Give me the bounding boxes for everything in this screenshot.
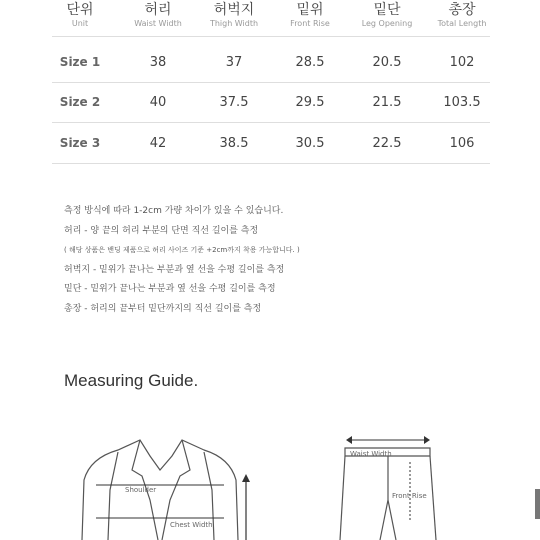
scrollbar-thumb[interactable] — [535, 489, 540, 519]
note-line: 허벅지 - 밑위가 끝나는 부분과 옆 선을 수평 길이를 측정 — [64, 264, 285, 275]
note-line: 총장 - 허리의 끝부터 밑단까지의 직선 길이를 측정 — [64, 303, 262, 314]
cell-thigh: 37 — [225, 55, 243, 70]
cell-front-rise: 30.5 — [295, 136, 325, 151]
header-front-rise: 밑위 Front Rise — [290, 2, 330, 28]
header-leg-opening: 밑단 Leg Opening — [361, 2, 413, 28]
cell-thigh: 37.5 — [219, 95, 249, 110]
note-line: 측정 방식에 따라 1-2cm 가량 차이가 있을 수 있습니다. — [64, 206, 284, 216]
header-thigh: 허벅지 Thigh Width — [209, 2, 259, 28]
note-line: 허리 - 양 끝의 허리 부분의 단면 직선 길이를 측정 — [64, 225, 259, 236]
note-line: 밑단 - 밑위가 끝나는 부분과 옆 선을 수평 길이를 측정 — [64, 284, 276, 294]
jacket-diagram — [82, 440, 250, 540]
cell-total-length: 102 — [449, 55, 475, 70]
cell-leg-opening: 20.5 — [372, 55, 402, 70]
note-line: ( 해당 상품은 밴딩 제품으로 허리 사이즈 기준 +2cm까지 착용 가능합니다. ) — [64, 246, 300, 254]
row-size-label: Size 2 — [59, 95, 101, 109]
cell-waist: 42 — [149, 136, 167, 151]
cell-total-length: 103.5 — [443, 95, 481, 110]
cell-waist: 38 — [149, 55, 167, 70]
shoulder-label: Shoulder — [125, 486, 157, 494]
cell-leg-opening: 21.5 — [372, 95, 402, 110]
header-unit: 단위 Unit — [66, 2, 94, 28]
cell-thigh: 38.5 — [219, 136, 249, 151]
cell-leg-opening: 22.5 — [372, 136, 402, 151]
cell-front-rise: 28.5 — [295, 55, 325, 70]
header-total-length: 총장 Total Length — [437, 2, 487, 28]
chest-width-label: Chest Width — [170, 521, 213, 529]
cell-waist: 40 — [149, 95, 167, 110]
row-size-label: Size 1 — [59, 55, 101, 69]
guide-title: Measuring Guide. — [64, 371, 199, 390]
cell-total-length: 106 — [449, 136, 475, 151]
row-size-label: Size 3 — [59, 136, 101, 150]
cell-front-rise: 29.5 — [295, 95, 325, 110]
front-rise-label: Front Rise — [392, 492, 427, 500]
header-waist: 허리 Waist Width — [134, 2, 182, 28]
waist-width-label: Waist Width — [350, 450, 392, 458]
